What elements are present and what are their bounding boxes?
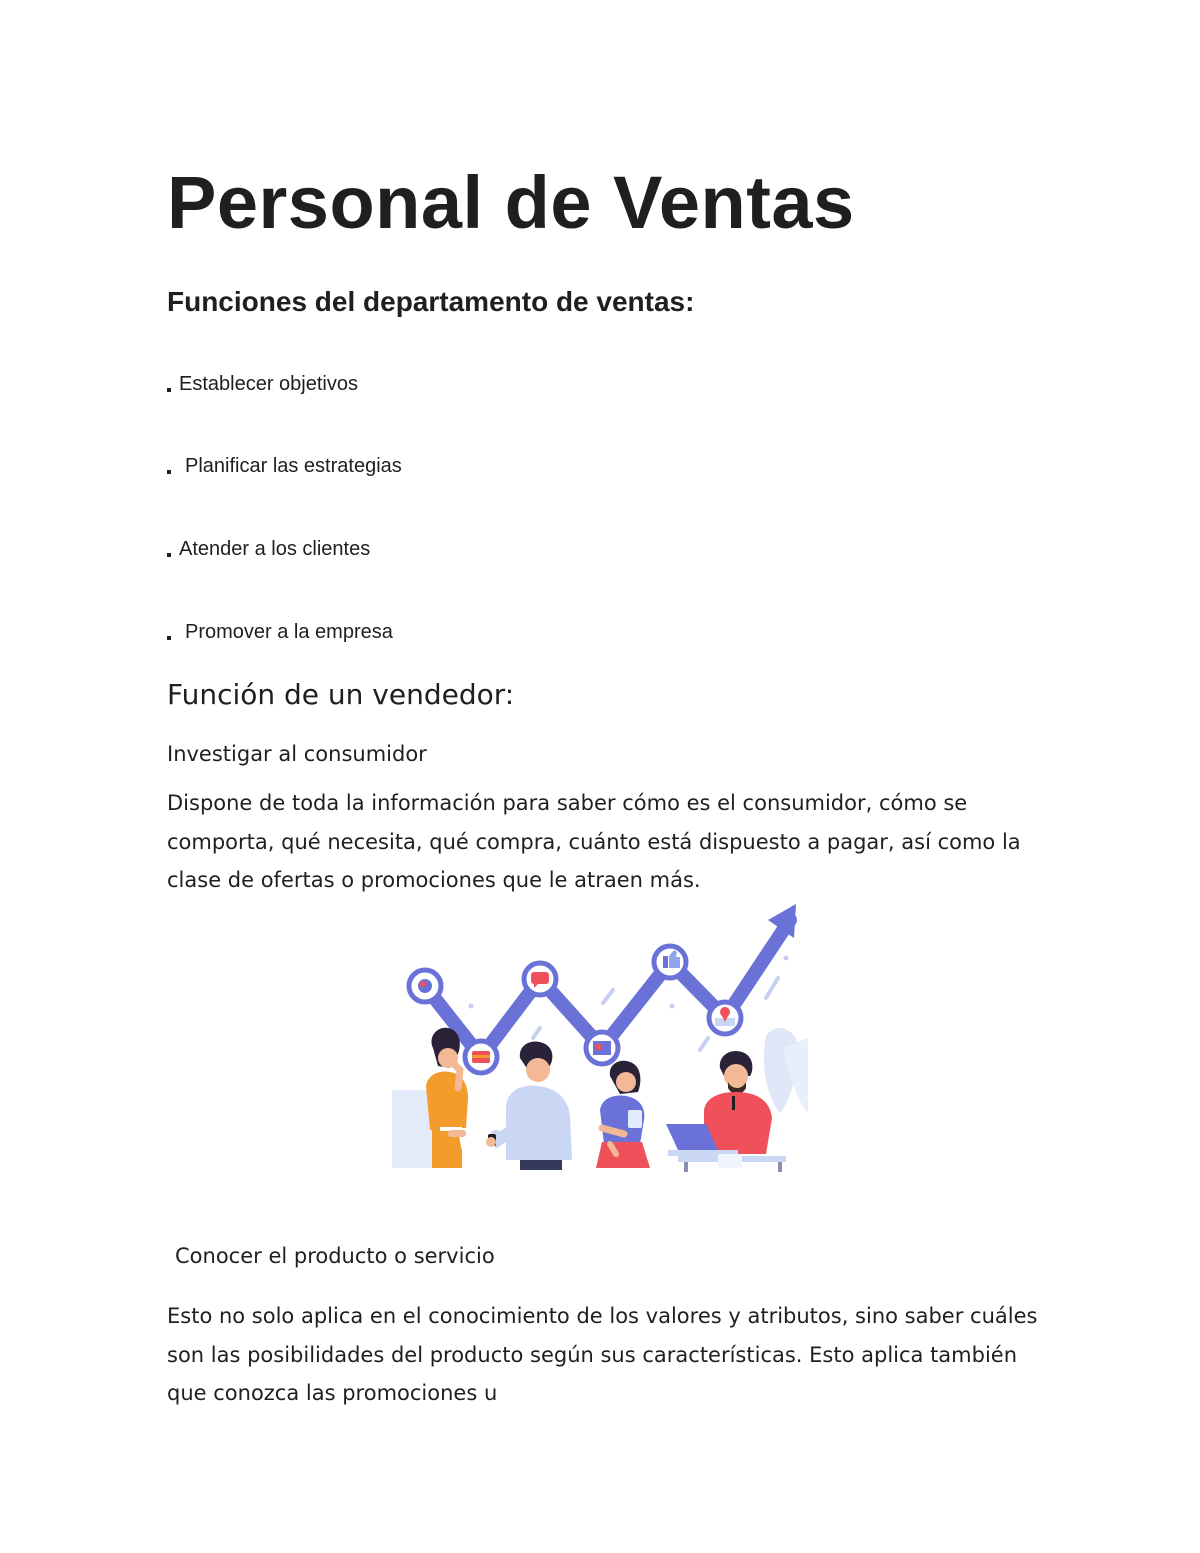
decor-dot xyxy=(784,956,789,961)
bullet-icon xyxy=(167,636,171,640)
bullet-text: Planificar las estrategias xyxy=(185,455,402,477)
item-heading-investigar: Investigar al consumidor xyxy=(167,742,427,766)
paragraph-investigar: Dispone de toda la información para saber cómo es el consumidor, cómo se comporta, qué necesita, qué compra, cuánto está dispuesto a pagar, así como la clase de ofertas o promociones que le atraen más. xyxy=(167,791,1021,892)
decor-dash xyxy=(700,1038,708,1050)
chart-node-chat xyxy=(524,963,556,995)
decor-dash xyxy=(766,978,778,998)
chart-node-card xyxy=(465,1041,497,1073)
bullet-icon xyxy=(167,470,171,474)
decor-dot xyxy=(670,1004,675,1009)
paragraph-conocer: Esto no solo aplica en el conocimiento de los valores y atributos, sino saber cuáles son las posibilidades del producto según sus características. Esto aplica también que conozca las promociones u xyxy=(167,1304,1038,1405)
chart-node-location xyxy=(709,1002,741,1034)
person-woman-purple xyxy=(596,1061,650,1168)
bullet-text: Promover a la empresa xyxy=(185,621,393,643)
chart-node-store xyxy=(586,1032,618,1064)
page-title: Personal de Ventas xyxy=(167,161,855,244)
chart-node-brain xyxy=(409,970,441,1002)
bullet-text: Atender a los clientes xyxy=(179,538,371,560)
bullet-item-estrategias xyxy=(167,452,402,480)
bullet-icon xyxy=(167,553,171,557)
bullet-icon xyxy=(167,388,171,392)
bullet-item-objetivos xyxy=(167,370,358,398)
item-heading-conocer: Conocer el producto o servicio xyxy=(175,1244,495,1268)
bullet-item-clientes xyxy=(167,535,370,563)
chart-node-like xyxy=(654,946,686,978)
section-heading-vendedor: Función de un vendedor: xyxy=(167,678,515,711)
decor-dash xyxy=(533,1028,540,1038)
sales-team-illustration xyxy=(388,898,812,1174)
decor-dot xyxy=(469,1004,474,1009)
decor-dash xyxy=(603,990,613,1003)
bullet-item-empresa xyxy=(167,618,393,646)
bullet-text: Establecer objetivos xyxy=(179,373,358,395)
section-heading-funciones: Funciones del departamento de ventas: xyxy=(167,286,695,317)
